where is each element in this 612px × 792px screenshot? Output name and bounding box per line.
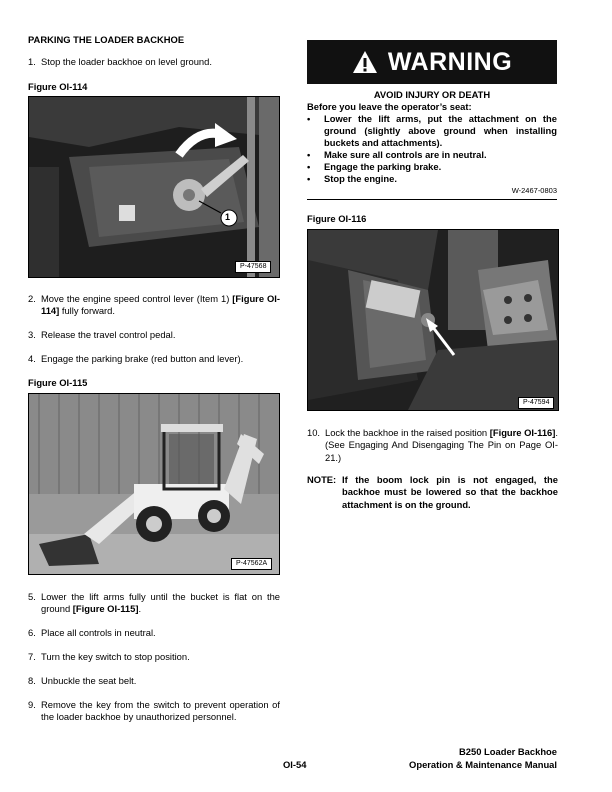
step-number: 5. (28, 591, 36, 602)
footer-manual: Operation & Maintenance Manual (409, 759, 557, 770)
step-text: Remove the key from the switch to prevent operation of the loader backhoe by unauthorized personnel. (41, 699, 280, 723)
figure-116-label: Figure OI-116 (307, 213, 367, 224)
figure-114-photo (28, 96, 280, 278)
figure-reference: [Figure OI-114] (41, 293, 280, 317)
figure-reference: [Figure OI-115] (72, 603, 139, 615)
step-text: Lock the backhoe in the raised position (325, 427, 490, 438)
figure-116-code: P-47594 (518, 397, 554, 409)
step-text: Move the engine speed control lever (Item 1) (41, 293, 233, 304)
step-10 (307, 427, 558, 465)
warning-title: WARNING (387, 47, 513, 76)
warning-triangle-icon (352, 50, 378, 74)
warning-subtitle: AVOID INJURY OR DEATH (373, 89, 491, 100)
section-heading: PARKING THE LOADER BACKHOE (28, 34, 185, 45)
figure-115-code: P-47562A (231, 558, 272, 570)
step-number: 6. (28, 627, 36, 638)
step-number: 10. (307, 427, 321, 438)
step-text: Unbuckle the seat belt. (41, 675, 137, 686)
note-label: NOTE: (307, 474, 337, 485)
figure-115-photo (28, 393, 280, 575)
footer-model: B250 Loader Backhoe (459, 746, 557, 757)
step-text: Engage the parking brake (red button and lever). (41, 353, 244, 364)
callout-1: 1 (225, 212, 231, 222)
step-number: 7. (28, 651, 36, 662)
step-2 (28, 293, 280, 319)
note-text: If the boom lock pin is not engaged, the backhoe must be lowered so that the backhoe attachment is on the ground. (342, 474, 558, 510)
step-text: Place all controls in neutral. (41, 627, 156, 638)
warning-divider (307, 199, 557, 200)
warning-code: W-2467-0803 (511, 186, 557, 195)
warning-banner (307, 40, 557, 84)
warning-bullet: • Lower the lift arms, put the attachment on the ground (slightly above ground when installing buckets and attachments). (307, 113, 557, 148)
step-number: 3. (28, 329, 36, 340)
step-9 (28, 699, 280, 725)
figure-114-label: Figure OI-114 (28, 81, 88, 92)
step-text-tail: . (See Engaging And Disengaging The Pin on Page OI-21.) (325, 427, 558, 463)
figure-reference: [Figure OI-116] (489, 427, 556, 438)
step-text-tail: fully forward. (59, 305, 115, 317)
warning-intro: Before you leave the operator’s seat: (307, 101, 472, 112)
page-number: OI-54 (283, 759, 307, 770)
step-text: Release the travel control pedal. (41, 329, 176, 340)
step-text: Lower the lift arms fully until the bucket is flat on the ground (41, 591, 280, 615)
step-number: 8. (28, 675, 36, 686)
figure-116-photo (307, 229, 559, 411)
figure-114-code: P-47568 (235, 261, 271, 273)
figure-115-label: Figure OI-115 (28, 377, 88, 388)
note-block (307, 474, 558, 512)
step-text: Stop the loader backhoe on level ground. (41, 56, 212, 67)
step-number: 4. (28, 353, 36, 364)
step-5 (28, 591, 280, 617)
step-number: 2. (28, 293, 36, 304)
step-number: 1. (28, 56, 36, 67)
step-text-tail: . (138, 603, 142, 615)
step-text: Turn the key switch to stop position. (41, 651, 190, 662)
step-number: 9. (28, 699, 36, 710)
